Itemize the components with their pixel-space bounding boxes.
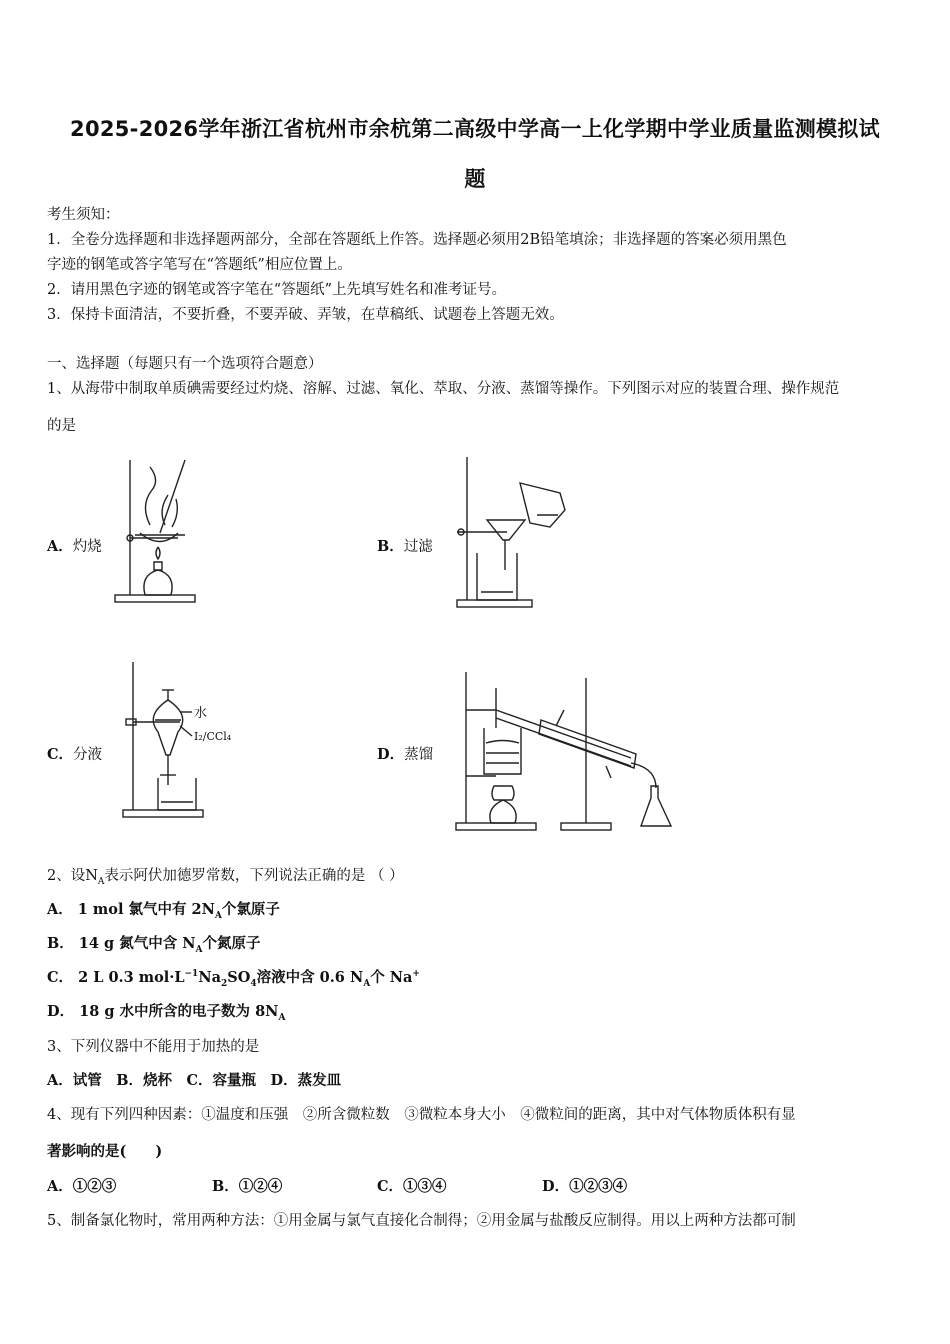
page-title-continued: 题 [464,167,486,191]
q2-option-b: B． 14 g 氮气中含 $N_A$个氮原子 [47,935,261,955]
q1-option-d: D．蒸馏 [377,746,434,763]
page-title: 2025-2026学年浙江省杭州市余杭第二高级中学高一上化学期中学业质量监测模拟试 [70,117,880,141]
burning-apparatus-diagram [110,455,210,605]
q4-stem: 4、现有下列四种因素：①温度和压强 ②所含微粒数 ③微粒本身大小 ④微粒间的距离，其中对气体物质体积有显 [47,1107,796,1123]
q4-option-d: D．①②③④ [542,1178,628,1195]
q1-option-a: A．灼烧 [47,538,102,555]
q4-option-c: C．①③④ [377,1178,447,1195]
q2-option-a: A． 1 mol 氯气中有 $2N_A$个氯原子 [47,901,280,921]
notice-item-3: 3．保持卡面清洁，不要折叠，不要弄破、弄皱，在草稿纸、试题卷上答题无效。 [47,307,564,323]
q1-option-b: B．过滤 [377,538,433,555]
q2-stem: 2、设$N_A$表示阿伏加德罗常数，下列说法正确的是 （ ） [47,868,404,887]
organic-layer-label: I₂/CCl₄ [194,730,232,743]
q2-option-d: D． 18 g 水中所含的电子数为 $8N_A$ [47,1003,286,1023]
notice-item-1: 1．全卷分选择题和非选择题两部分，全部在答题纸上作答。选择题必须用2B铅笔填涂；非选择题的答案必须用黑色 [47,232,787,248]
q5-stem: 5、制备氯化物时，常用两种方法：①用金属与氯气直接化合制得；②用金属与盐酸反应制得。用以上两种方法都可制 [47,1213,796,1229]
notice-item-2: 2．请用黑色字迹的钢笔或答字笔在“答题纸”上先填写姓名和准考证号。 [47,282,507,298]
q2-option-c: C． 2 L 0.3 $mol\cdot L^{-1}Na_2SO_4$溶液中含 0.6 $N_A$个 Na+ [47,969,420,989]
q1-stem-cont: 的是 [47,418,76,434]
distillation-apparatus-diagram [446,668,681,833]
q3-stem: 3、下列仪器中不能用于加热的是 [47,1039,260,1055]
section-heading: 一、选择题（每题只有一个选项符合题意） [47,356,323,372]
filtration-apparatus-diagram [455,455,575,610]
water-label: 水 [194,706,208,721]
q4-stem-cont: 著影响的是( ) [47,1143,163,1160]
q1-stem: 1、从海带中制取单质碘需要经过灼烧、溶解、过滤、氧化、萃取、分液、蒸馏等操作。下列图示对应的装置合理、操作规范 [47,381,840,397]
notice-item-1-cont: 字迹的钢笔或答字笔写在“答题纸”相应位置上。 [47,257,352,273]
q1-option-c: C．分液 [47,746,103,763]
q4-option-b: B．①②④ [212,1178,283,1195]
q4-option-a: A．①②③ [47,1178,117,1195]
notice-heading: 考生须知： [47,207,120,223]
q3-options: A．试管 B．烧杯 C．容量瓶 D．蒸发皿 [47,1072,342,1089]
